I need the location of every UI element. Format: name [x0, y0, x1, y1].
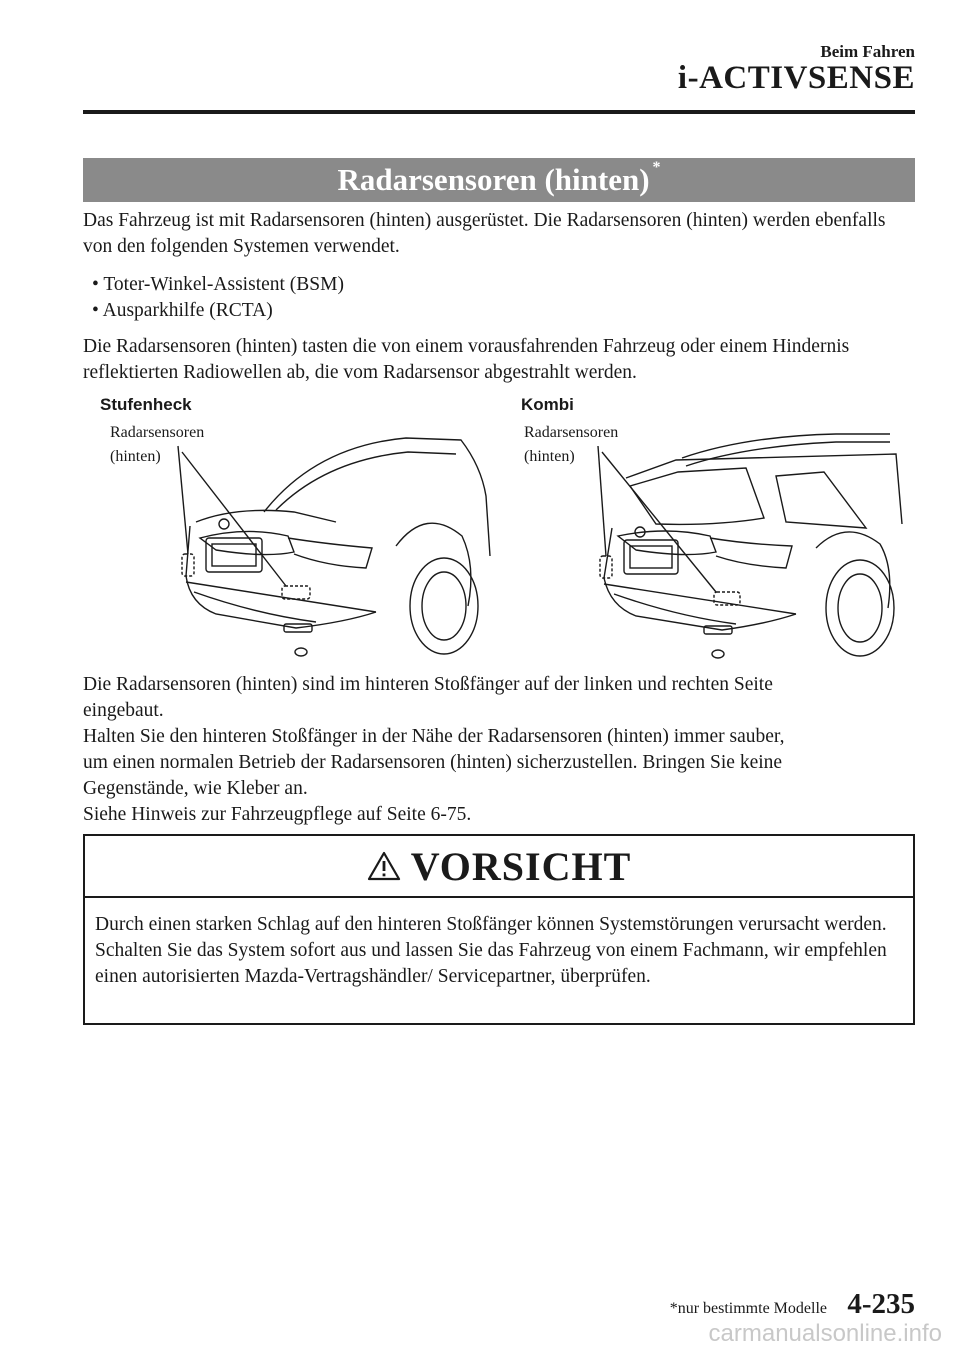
sedan-rear-illustration	[176, 426, 492, 664]
description-paragraph: Die Radarsensoren (hinten) tasten die von einem vorausfahrenden Fahrzeug oder einem Hindernis reflektierten Radiowellen ab, die vom Radarsensor abgestrahlt werden.	[83, 336, 850, 383]
location-paragraph: Die Radarsensoren (hinten) sind im hinteren Stoßfänger auf der linken und rechten Seite eingebaut. Halten Sie den hinteren Stoßfänger in der Nähe der Radarsensoren (hinten) immer sauber, um einen normalen Betrieb der Radarsensoren (hinten) sicherzustellen. Bringen Sie keine Gegenstände, wie Kleber an. Siehe Hinweis zur Fahrzeugpflege auf Seite 6-75.	[83, 674, 785, 825]
section-name: Beim Fahren	[820, 42, 915, 61]
caution-text: Durch einen starken Schlag auf den hinteren Stoßfänger können Systemstörungen verursacht werden. Schalten Sie das System sofort aus und lassen Sie das Fahrzeug von einem Fachmann, wir empfehlen einen autorisierten Mazda-Vertragshändler/ Servicepartner, überprüfen.	[95, 914, 887, 987]
callout-label-sedan: Radarsensoren (hinten)	[110, 424, 205, 465]
caution-header	[85, 836, 913, 898]
footnote-marker: *	[652, 159, 661, 176]
list-item: • Ausparkhilfe (RCTA)	[92, 300, 273, 321]
section-title: Radarsensoren (hinten)	[337, 162, 650, 197]
header-rule	[83, 110, 915, 114]
chapter-title: i-ACTIVSENSE	[677, 60, 915, 96]
watermark: carmanualsonline.info	[708, 1320, 942, 1347]
callout-label-wagon: Radarsensoren (hinten)	[524, 424, 619, 465]
intro-paragraph: Das Fahrzeug ist mit Radarsensoren (hinten) ausgerüstet. Die Radarsensoren (hinten) werden ebenfalls von den folgenden Systemen verwendet.	[83, 210, 886, 257]
system-list	[92, 272, 924, 324]
wagon-rear-illustration	[596, 428, 906, 666]
figure-label-wagon: Kombi	[521, 395, 574, 414]
section-title-bar	[83, 158, 915, 202]
list-item: • Toter-Winkel-Assistent (BSM)	[92, 274, 344, 295]
caution-title: VORSICHT	[410, 843, 632, 889]
footnote: *nur bestimmte Modelle	[669, 1300, 827, 1317]
figure-label-sedan: Stufenheck	[100, 395, 192, 414]
caution-box	[83, 834, 915, 1025]
page-number: 4-235	[847, 1288, 915, 1320]
warning-triangle-icon	[367, 851, 401, 881]
